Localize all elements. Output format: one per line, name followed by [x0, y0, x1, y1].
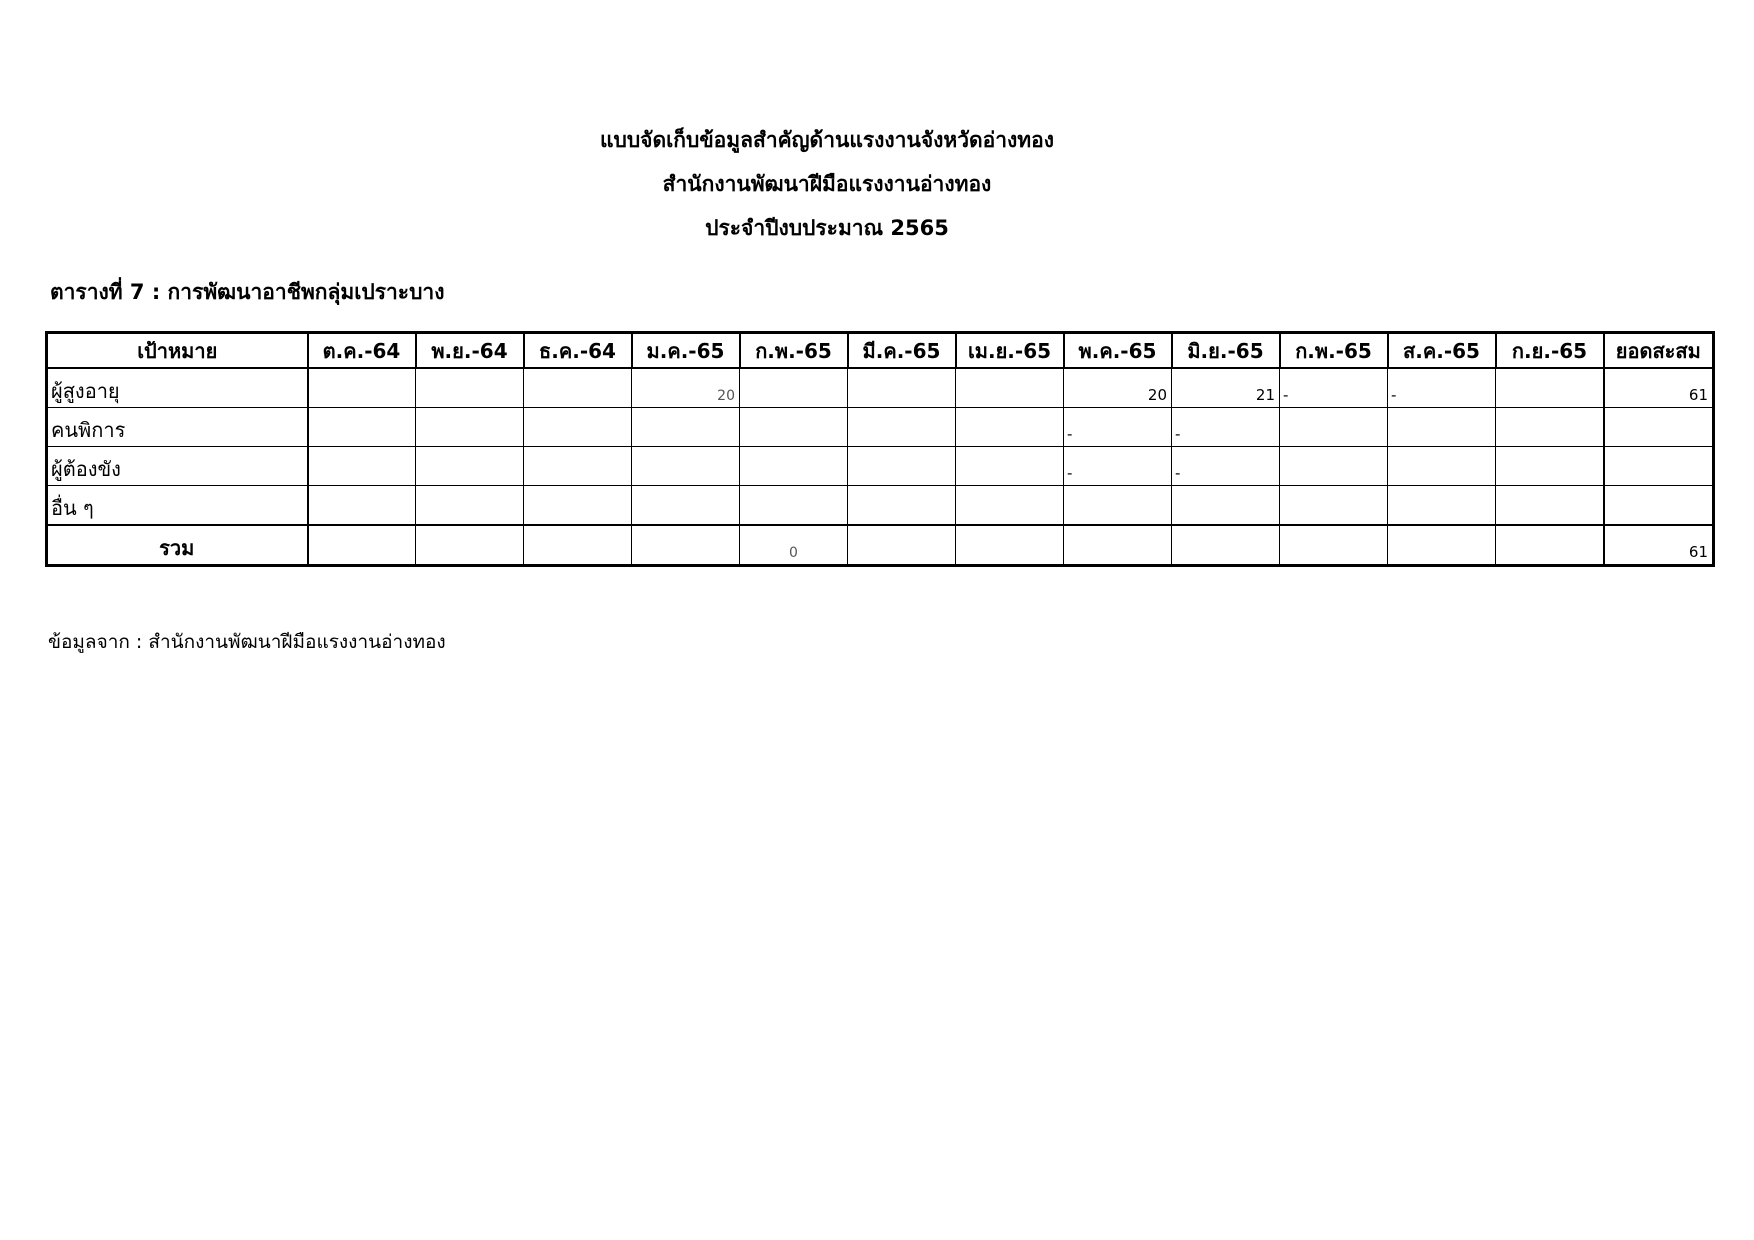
column-header-jan-65: ม.ค.-65 [632, 333, 740, 369]
table-cell [416, 447, 524, 486]
table-cell-cumulative [1604, 447, 1714, 486]
table-cell [848, 408, 956, 447]
table-cell: - [1172, 447, 1280, 486]
table-cell [848, 486, 956, 526]
table-cell [1172, 525, 1280, 566]
document-title: แบบจัดเก็บข้อมูลสำคัญด้านแรงงานจังหวัดอ่างทอง [599, 128, 1055, 152]
table-cell [632, 525, 740, 566]
column-header-dec-64: ธ.ค.-64 [524, 333, 632, 369]
table-cell [416, 525, 524, 566]
column-header-feb-65: ก.พ.-65 [740, 333, 848, 369]
table-row-others [47, 486, 1714, 526]
table-cell [956, 447, 1064, 486]
table-cell [1172, 486, 1280, 526]
row-label: ผู้ต้องขัง [47, 447, 308, 486]
column-header-apr-65: เม.ย.-65 [956, 333, 1064, 369]
table-cell [524, 486, 632, 526]
fiscal-year: ประจำปีงบประมาณ 2565 [705, 216, 949, 240]
table-cell [308, 408, 416, 447]
table-row-total [47, 525, 1714, 566]
table-cell [956, 408, 1064, 447]
table-cell [740, 447, 848, 486]
table-cell [416, 486, 524, 526]
column-header-nov-64: พ.ย.-64 [416, 333, 524, 369]
table-cell [1064, 525, 1172, 566]
table-cell: - [1064, 447, 1172, 486]
table-cell [740, 408, 848, 447]
table-cell [740, 368, 848, 408]
row-label-total: รวม [47, 525, 308, 566]
table-cell [308, 368, 416, 408]
table-cell [524, 447, 632, 486]
row-label: ผู้สูงอายุ [47, 368, 308, 408]
column-header-jul-65: ก.พ.-65 [1280, 333, 1388, 369]
column-header-mar-65: มี.ค.-65 [848, 333, 956, 369]
table-cell [1496, 368, 1604, 408]
table-cell [1388, 447, 1496, 486]
table-cell [1064, 486, 1172, 526]
table-cell [632, 486, 740, 526]
table-cell: 21 [1172, 368, 1280, 408]
table-cell [308, 525, 416, 566]
column-header-oct-64: ต.ค.-64 [308, 333, 416, 369]
table-cell-cumulative [1604, 408, 1714, 447]
column-header-sep-65: ก.ย.-65 [1496, 333, 1604, 369]
table-cell [632, 447, 740, 486]
table-cell [1280, 408, 1388, 447]
table-row-elderly [47, 368, 1714, 408]
table-cell [416, 368, 524, 408]
table-row-disabled [47, 408, 1714, 447]
table-cell [1388, 486, 1496, 526]
table-cell [1496, 525, 1604, 566]
table-cell [1388, 408, 1496, 447]
table-cell [848, 447, 956, 486]
column-header-aug-65: ส.ค.-65 [1388, 333, 1496, 369]
source-note: ข้อมูลจาก : สำนักงานพัฒนาฝีมือแรงงานอ่างทอง [48, 631, 446, 653]
table-cell [740, 486, 848, 526]
table-cell [524, 525, 632, 566]
table-cell: 20 [1064, 368, 1172, 408]
table-cell [632, 408, 740, 447]
table-cell [848, 525, 956, 566]
column-header-cumulative: ยอดสะสม [1604, 333, 1714, 369]
table-cell [1496, 408, 1604, 447]
row-label: อื่น ๆ [47, 486, 308, 526]
table-cell: - [1172, 408, 1280, 447]
table-cell: - [1064, 408, 1172, 447]
table-cell [1496, 486, 1604, 526]
table-cell [956, 525, 1064, 566]
table-header-row [47, 333, 1714, 369]
table-cell [956, 368, 1064, 408]
table-cell [308, 486, 416, 526]
table-cell [956, 486, 1064, 526]
column-header-may-65: พ.ค.-65 [1064, 333, 1172, 369]
table-cell [1496, 447, 1604, 486]
table-cell: 20 [632, 368, 740, 408]
table-cell-grand-total: 61 [1604, 525, 1714, 566]
table-cell [1280, 525, 1388, 566]
table-cell: - [1388, 368, 1496, 408]
table-cell [524, 408, 632, 447]
table-caption: ตารางที่ 7 : การพัฒนาอาชีพกลุ่มเปราะบาง [50, 280, 445, 304]
table-cell: 0 [740, 525, 848, 566]
table-cell-cumulative [1604, 486, 1714, 526]
table-row-inmates [47, 447, 1714, 486]
table-cell-cumulative: 61 [1604, 368, 1714, 408]
table-cell [1388, 525, 1496, 566]
agency-name: สำนักงานพัฒนาฝีมือแรงงานอ่างทอง [662, 172, 992, 196]
table-cell: - [1280, 368, 1388, 408]
table-cell [308, 447, 416, 486]
table-cell [524, 368, 632, 408]
table-cell [848, 368, 956, 408]
table-cell [1280, 486, 1388, 526]
document-header [0, 118, 1654, 250]
vulnerable-groups-table [45, 331, 1715, 567]
column-header-jun-65: มิ.ย.-65 [1172, 333, 1280, 369]
table-cell [416, 408, 524, 447]
table-cell [1280, 447, 1388, 486]
column-header-target: เป้าหมาย [47, 333, 308, 369]
row-label: คนพิการ [47, 408, 308, 447]
